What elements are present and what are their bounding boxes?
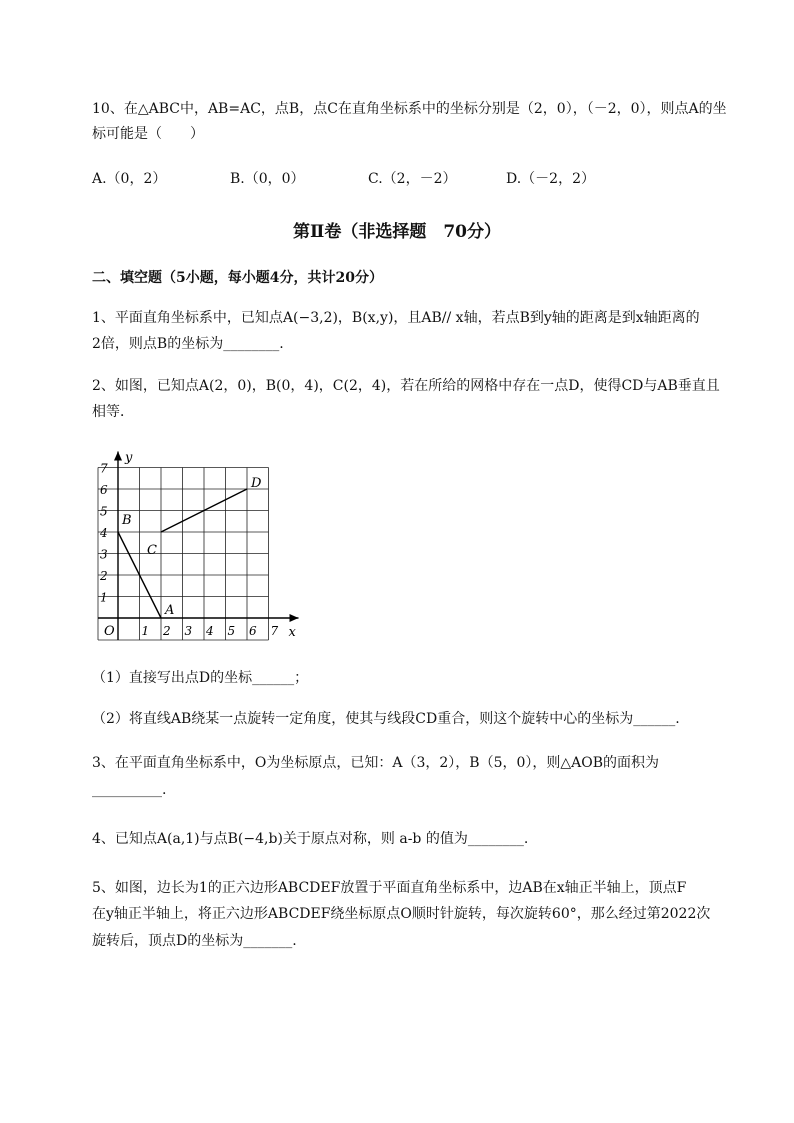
- q2-line2: 相等．: [92, 404, 134, 420]
- y-tick-label: 6: [100, 483, 108, 497]
- y-tick-label: 2: [100, 569, 108, 583]
- x-tick-label: 6: [249, 624, 257, 638]
- part2-title: 第Ⅱ卷（非选择题 70分）: [293, 222, 501, 242]
- q1-line2: 2倍，则点B的坐标为________.: [92, 336, 284, 352]
- q5-line1: 5、如图，边长为1的正六边形ABCDEF放置于平面直角坐标系中，边AB在x轴正半轴上，顶点F: [92, 880, 687, 896]
- y-tick-label: 5: [100, 504, 108, 519]
- y-tick-label: 3: [100, 547, 108, 562]
- x-tick-label: 5: [227, 624, 236, 638]
- section-title: 二、填空题（5小题，每小题4分，共计20分）: [92, 270, 383, 286]
- point-label-B: B: [122, 513, 132, 528]
- y-tick-label: 7: [100, 461, 108, 476]
- point-label-C: C: [147, 543, 157, 558]
- tick-labels: [99, 451, 297, 641]
- point-label-D: D: [251, 476, 262, 491]
- q5-line3: 旋转后，顶点D的坐标为_______.: [92, 933, 297, 949]
- x-axis-label: x: [288, 625, 296, 640]
- q2-sub2: （2）将直线AB绕某一点旋转一定角度，使其与线段CD重合，则这个旋转中心的坐标为______.: [92, 711, 680, 727]
- y-tick-label: 4: [100, 526, 108, 540]
- point-label-A: A: [165, 603, 175, 618]
- q3-line1: 3、在平面直角坐标系中，O为坐标原点，已知：A（3，2），B（5，0），则△AOB的面积为: [92, 755, 660, 771]
- option-c[interactable]: C.（2，－2）: [368, 171, 457, 187]
- coordinate-grid-figure: [90, 448, 310, 648]
- q2-sub1: （1）直接写出点D的坐标______；: [92, 670, 309, 686]
- y-axis-label: y: [125, 450, 133, 466]
- x-tick-label: 7: [270, 624, 279, 638]
- y-axis-arrow: [114, 452, 122, 461]
- q1-line1: 1、平面直角坐标系中，已知点A(−3,2)，B(x,y)，且AB// x轴，若点B到y轴的距离是到x轴距离的: [92, 310, 700, 326]
- q10-line1: 10、在△ABC中，AB=AC，点B，点C在直角坐标系中的坐标分别是（2，0），（－2，0），则点A的坐: [92, 101, 727, 117]
- q4-line1: 4、已知点A(a,1)与点B(−4,b)关于原点对称，则 a-b 的值为________.: [92, 831, 529, 847]
- grid-lines: [98, 468, 269, 641]
- x-axis-arrow: [290, 614, 299, 622]
- q5-line2: 在y轴正半轴上，将正六边形ABCDEF绕坐标原点O顺时针旋转，每次旋转60°，那么经过第2022次: [92, 906, 711, 922]
- y-tick-label: 1: [100, 590, 108, 605]
- x-tick-label: 4: [206, 624, 214, 638]
- x-tick-label: 1: [141, 624, 150, 638]
- x-tick-label: 2: [163, 624, 171, 638]
- option-a[interactable]: A.（0，2）: [92, 171, 167, 187]
- q2-line1: 2、如图，已知点A(2，0)，B(0，4)，C(2，4)，若在所给的网格中存在一点D，使得CD与AB垂直且: [92, 378, 720, 394]
- option-b[interactable]: B.（0，0）: [230, 171, 305, 187]
- option-d[interactable]: D.（－2，2）: [506, 171, 595, 187]
- q10-line2: 标可能是（ ）: [92, 126, 204, 142]
- origin-label: O: [104, 624, 115, 639]
- x-tick-label: 3: [184, 624, 193, 638]
- q3-line2: __________.: [92, 782, 167, 798]
